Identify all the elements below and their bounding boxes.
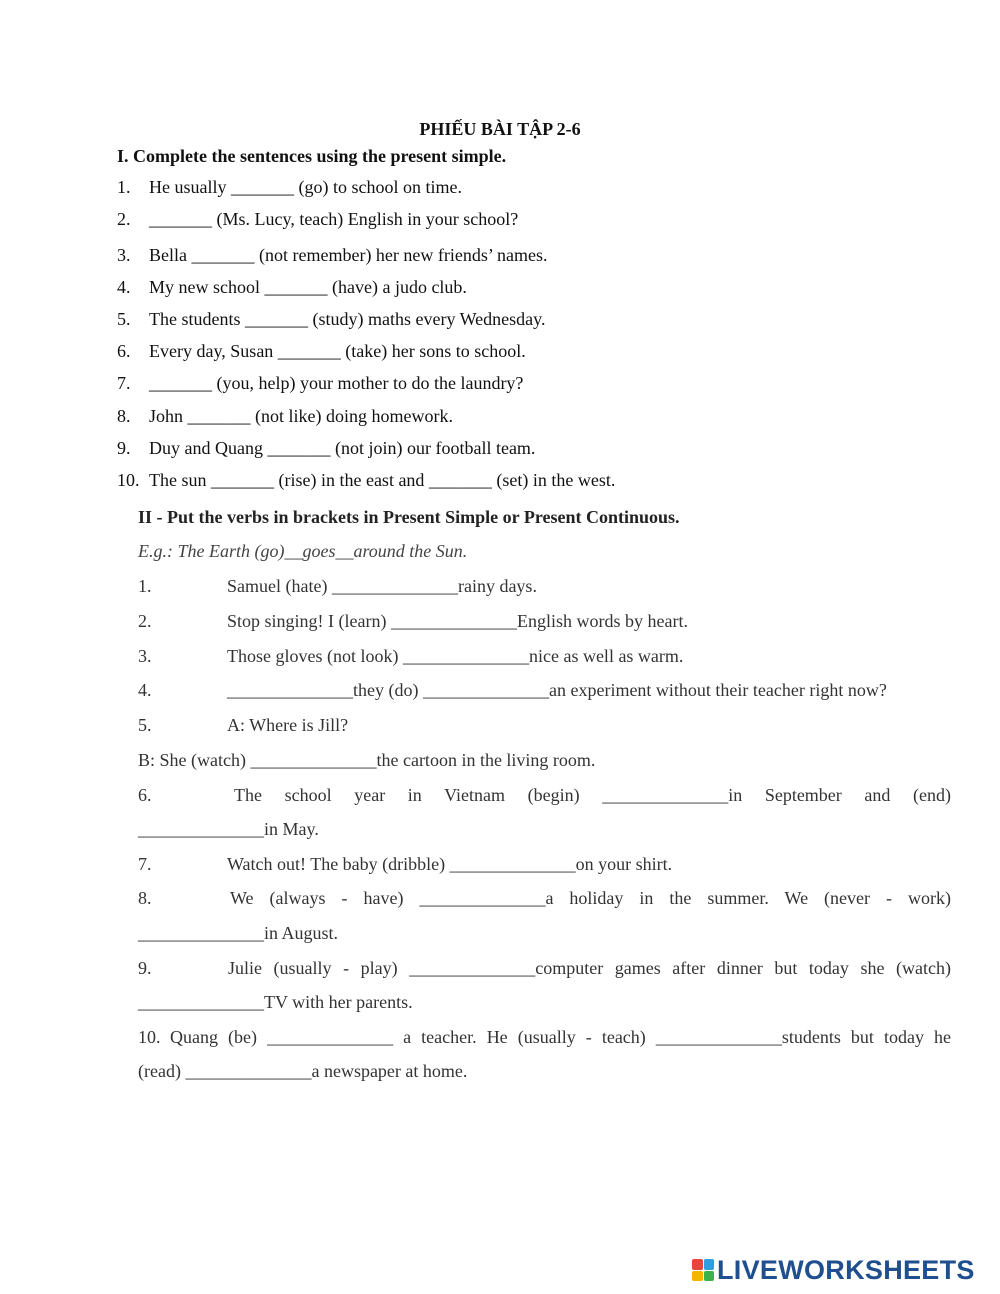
section2-item-continuation [138,923,338,944]
section2-item [138,646,683,667]
item-number: 5. [138,715,152,735]
item-number: 1. [138,576,152,596]
item-text: John _______ (not like) doing homework. [149,406,453,426]
mark-square [704,1259,715,1270]
item-text: Bella _______ (not remember) her new friends’ names. [149,245,548,265]
section1-item [117,309,545,330]
item-text: The school year in Vietnam (begin) ______________in September and (end) [234,785,951,805]
item-text-continued: (read) ______________a newspaper at home. [138,1061,468,1081]
section1-item [117,245,548,266]
item-text: The students _______ (study) maths every Wednesday. [149,309,546,329]
item-text: He usually _______ (go) to school on time. [149,177,462,197]
item-number: 9. [117,438,131,458]
item-number: 3. [117,245,131,265]
item-text-continued: ______________in May. [138,819,319,839]
item-text: Duy and Quang _______ (not join) our football team. [149,438,536,458]
mark-square [692,1271,703,1282]
section2-item [138,888,951,909]
section2-item [138,576,537,597]
section1-item [117,470,615,491]
liveworksheets-logo[interactable] [692,1255,975,1285]
mark-square [704,1271,715,1282]
item-text: _______ (you, help) your mother to do the laundry? [149,373,524,393]
section1-item [117,177,462,198]
item-text: Stop singing! I (learn) ______________English words by heart. [227,611,688,631]
section2-example: E.g.: The Earth (go)__goes__around the Sun. [138,541,468,561]
item-number: 5. [117,309,131,329]
section2-item [138,854,672,875]
section2-item-continuation [138,750,595,771]
item-number: 3. [138,646,152,666]
section1-item [117,209,518,230]
section1-item [117,373,523,394]
item-number: 6. [138,785,152,805]
section2-item [138,611,688,632]
item-number: 8. [138,888,152,908]
section1-item [117,341,526,362]
section2-item [138,1027,951,1048]
item-number: 4. [138,680,152,700]
item-text: Samuel (hate) ______________rainy days. [227,576,537,596]
section2-item [138,715,348,736]
item-number: 8. [117,406,131,426]
item-number: 1. [117,177,131,197]
item-text: Those gloves (not look) ______________nice as well as warm. [227,646,684,666]
liveworksheets-brand: LIVEWORKSHEETS [717,1254,975,1285]
item-text: ______________they (do) ______________an experiment without their teacher right now? [227,680,887,700]
item-number: 2. [138,611,152,631]
item-text: My new school _______ (have) a judo club. [149,277,467,297]
item-text: Julie (usually - play) ______________computer games after dinner but today she (watch) [228,958,951,978]
section2-heading: II - Put the verbs in brackets in Present Simple or Present Continuous. [138,507,680,527]
section2-item-continuation [138,992,413,1013]
item-number: 2. [117,209,131,229]
item-text: Quang (be) ______________ a teacher. He (usually - teach) ______________students but today he [170,1027,951,1047]
section1-item [117,277,467,298]
item-number: 9. [138,958,152,978]
section2-item-continuation [138,819,319,840]
section2-item [138,958,951,979]
item-text: Watch out! The baby (dribble) ______________on your shirt. [227,854,673,874]
section2-item [138,680,887,701]
item-number: 6. [117,341,131,361]
section1-item [117,438,535,459]
liveworksheets-mark-icon [692,1259,714,1281]
item-number: 7. [117,373,131,393]
section2-item [138,785,951,806]
item-text-continued: ______________TV with her parents. [138,992,413,1012]
item-text: A: Where is Jill? [227,715,349,735]
section2-item-continuation [138,1061,467,1082]
item-text: B: She (watch) ______________the cartoon in the living room. [138,750,596,770]
worksheet-title: PHIẾU BÀI TẬP 2-6 [419,119,581,139]
section1-heading: I. Complete the sentences using the present simple. [117,146,507,166]
item-text-continued: ______________in August. [138,923,339,943]
mark-square [692,1259,703,1270]
item-number: 4. [117,277,131,297]
item-number: 7. [138,854,152,874]
item-text: _______ (Ms. Lucy, teach) English in your school? [149,209,519,229]
item-text: Every day, Susan _______ (take) her sons to school. [149,341,526,361]
item-text: The sun _______ (rise) in the east and _______ (set) in the west. [149,470,616,490]
item-number: 10. [117,470,140,490]
item-text: We (always - have) ______________a holiday in the summer. We (never - work) [230,888,951,908]
section1-item [117,406,453,427]
item-number: 10. [138,1027,161,1047]
